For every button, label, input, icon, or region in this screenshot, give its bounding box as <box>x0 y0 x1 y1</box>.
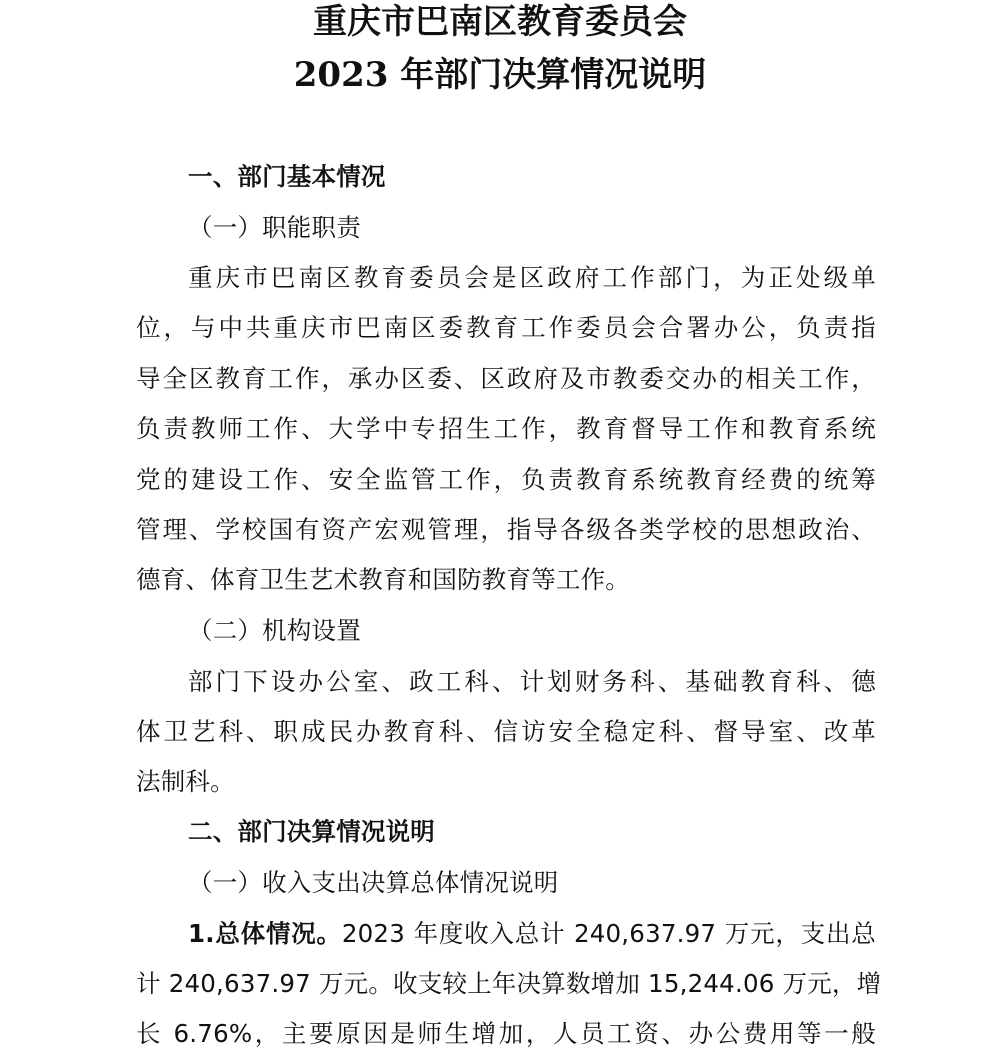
subsection-heading-organization: （二）机构设置 <box>188 616 361 645</box>
paragraph-line: 部门下设办公室、政工科、计划财务科、基础教育科、德 <box>188 667 876 696</box>
paragraph-line: 负责教师工作、大学中专招生工作，教育督导工作和教育系统 <box>136 414 876 443</box>
paragraph-line: 党的建设工作、安全监管工作，负责教育系统教育经费的统筹 <box>136 465 876 494</box>
subsection-heading-income-expense: （一）收入支出决算总体情况说明 <box>188 868 559 897</box>
paragraph-line: 计 240,637.97 万元。收支较上年决算数增加 15,244.06 万元，增 <box>136 969 882 998</box>
paragraph-line-rest: 2023 年度收入总计 240,637.97 万元，支出总 <box>341 919 876 948</box>
section-heading-basic-info: 一、部门基本情况 <box>188 162 386 191</box>
section-heading-final-accounts: 二、部门决算情况说明 <box>188 817 435 846</box>
document-title-line1: 重庆市巴南区教育委员会 <box>313 2 687 42</box>
paragraph-line: 长 6.76%，主要原因是师生增加，人员工资、办公费用等一般 <box>136 1019 876 1048</box>
paragraph-line: 位，与中共重庆市巴南区委教育工作委员会合署办公，负责指 <box>136 313 876 342</box>
paragraph-lead: 1.总体情况。 <box>188 919 342 948</box>
document-title-line2: 2023 年部门决算情况说明 <box>293 55 707 95</box>
subsection-heading-functions: （一）职能职责 <box>188 213 361 242</box>
paragraph-line: 导全区教育工作，承办区委、区政府及市教委交办的相关工作， <box>136 364 876 393</box>
paragraph-line <box>188 917 876 951</box>
paragraph-line: 法制科。 <box>136 767 235 796</box>
paragraph-line: 德育、体育卫生艺术教育和国防教育等工作。 <box>136 565 630 594</box>
paragraph-line: 体卫艺科、职成民办教育科、信访安全稳定科、督导室、改革 <box>136 717 876 746</box>
paragraph-line: 管理、学校国有资产宏观管理，指导各级各类学校的思想政治、 <box>136 515 876 544</box>
paragraph-line: 重庆市巴南区教育委员会是区政府工作部门，为正处级单 <box>188 263 876 292</box>
